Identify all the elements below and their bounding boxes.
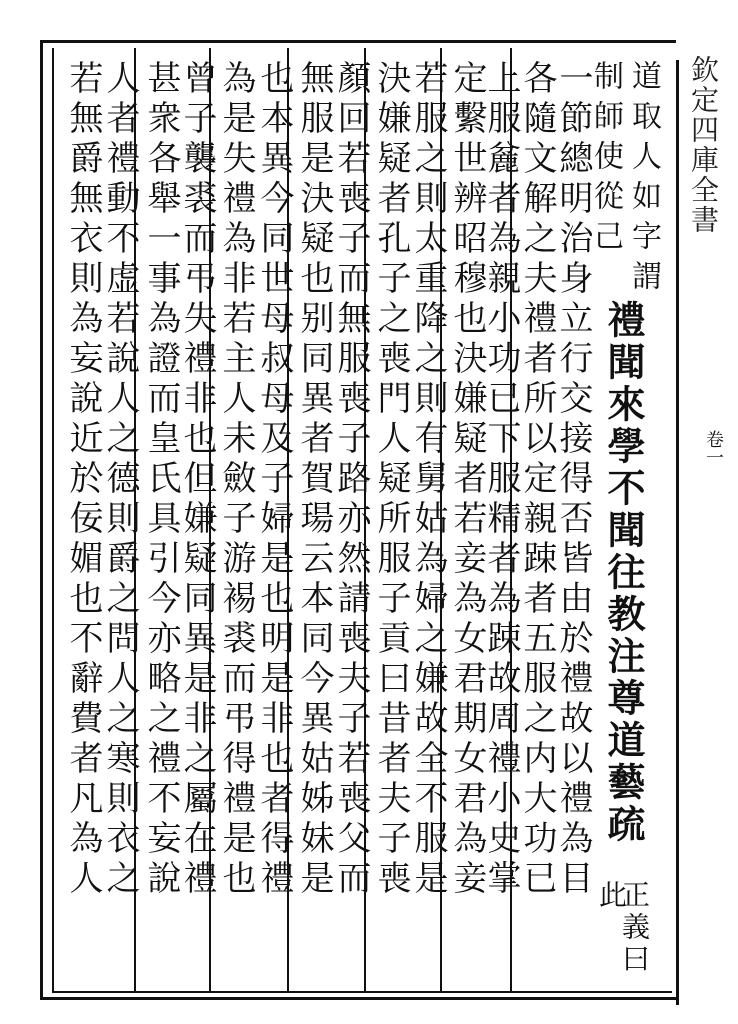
header-fragment-text: 欽定四庫全書 — [687, 55, 720, 235]
juan-tab-text: 卷一 — [703, 430, 724, 466]
column-text: 無服是決疑也别同異者賀瑒云本同今異姑姊妹是 — [294, 60, 334, 900]
column-text: 人者禮動不虚若說人之德則爵之問人之寒則衣之 — [100, 60, 140, 900]
column-text: 曾子襲裘而弔失禮非也但嫌疑同異是非之屬在禮 — [177, 60, 217, 900]
header-fragment — [678, 55, 720, 285]
column-text: 各隨文解之夫禮者所以定親踈者五服之内大功已 — [517, 60, 557, 900]
column-text: 甚衆各舉一事為證而皇氏具引今亦略之禮不妄說 — [141, 60, 181, 900]
column-text: 為是失禮為非若主人未斂子游裼裘而弔得禮是也 — [216, 60, 256, 900]
heading-note — [595, 880, 651, 990]
column-text: 道取人如字謂 — [626, 60, 661, 300]
column-text: 顏回若喪子而無服喪子路亦然請喪夫子若喪父而 — [331, 60, 371, 900]
column-text: 一節總明治身立行交接得否皆由於禮故以禮為目 — [553, 60, 593, 900]
column-text: 決嫌疑者孔子之喪門人疑所服子貢曰昔者夫子喪 — [371, 60, 411, 900]
text-column — [58, 60, 103, 990]
column-text: 定繫世辨昭穆也決嫌疑者若妾為女君期女君為妾 — [447, 60, 487, 900]
juan-tab — [688, 430, 724, 470]
heading-note-text: 正義曰此 — [595, 880, 651, 976]
column-text: 若無爵無衣則為妄說近於佞媚也不辭費者凡為人 — [63, 60, 103, 900]
column-text: 也本異今同世母叔母及子婦是也明是非也者得禮 — [254, 60, 294, 900]
heading-column — [600, 300, 646, 880]
column-text: 若服之則太重降之則有舅姑為婦之嫌故全不服是 — [408, 60, 448, 900]
column-text: 制師使從己 — [588, 60, 623, 260]
column-text: 上服麄者為親小功已下服精者為踈故周禮小史掌 — [481, 60, 521, 900]
heading-text: 禮聞來學不聞往教注尊道藝疏 — [601, 300, 646, 846]
